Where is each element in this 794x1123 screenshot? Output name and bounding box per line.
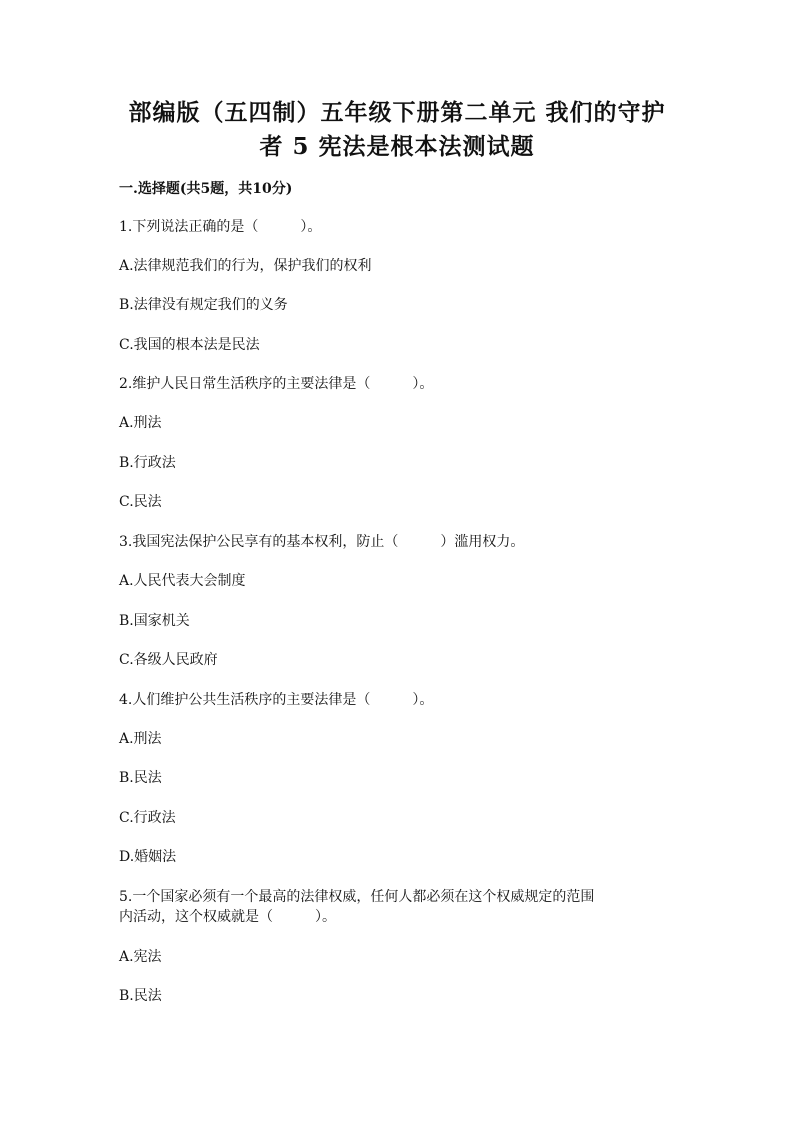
question-3-option-c: C.各级人民政府 bbox=[119, 652, 218, 668]
question-1-option-a: A.法律规范我们的行为，保护我们的权利 bbox=[119, 258, 372, 274]
question-3-option-b: B.国家机关 bbox=[119, 613, 190, 629]
question-5-stem-line-1: 5.一个国家必须有一个最高的法律权威，任何人都必须在这个权威规定的范围 bbox=[119, 889, 595, 905]
question-1-stem: 1.下列说法正确的是（ ）。 bbox=[119, 219, 322, 235]
question-3-option-a: A.人民代表大会制度 bbox=[119, 573, 246, 589]
section-heading: 一.选择题(共5题，共10分) bbox=[119, 181, 293, 197]
question-3-stem: 3.我国宪法保护公民享有的基本权利，防止（ ）滥用权力。 bbox=[119, 534, 525, 550]
question-4-option-b: B.民法 bbox=[119, 770, 162, 786]
question-2-option-c: C.民法 bbox=[119, 494, 162, 510]
question-5-option-b: B.民法 bbox=[119, 988, 162, 1004]
document-title-line-1: 部编版（五四制）五年级下册第二单元 我们的守护 bbox=[128, 99, 666, 126]
question-4-option-d: D.婚姻法 bbox=[119, 849, 177, 865]
question-4-option-a: A.刑法 bbox=[119, 731, 162, 747]
document-title-line-2: 者 5 宪法是根本法测试题 bbox=[259, 133, 535, 160]
question-2-option-b: B.行政法 bbox=[119, 455, 176, 471]
question-5-stem-line-2: 内活动，这个权威就是（ ）。 bbox=[119, 909, 336, 925]
question-4-option-c: C.行政法 bbox=[119, 810, 176, 826]
question-1-option-c: C.我国的根本法是民法 bbox=[119, 337, 260, 353]
question-2-option-a: A.刑法 bbox=[119, 415, 162, 431]
question-5-option-a: A.宪法 bbox=[119, 949, 162, 965]
question-4-stem: 4.人们维护公共生活秩序的主要法律是（ ）。 bbox=[119, 692, 434, 708]
question-2-stem: 2.维护人民日常生活秩序的主要法律是（ ）。 bbox=[119, 376, 434, 392]
question-1-option-b: B.法律没有规定我们的义务 bbox=[119, 297, 288, 313]
